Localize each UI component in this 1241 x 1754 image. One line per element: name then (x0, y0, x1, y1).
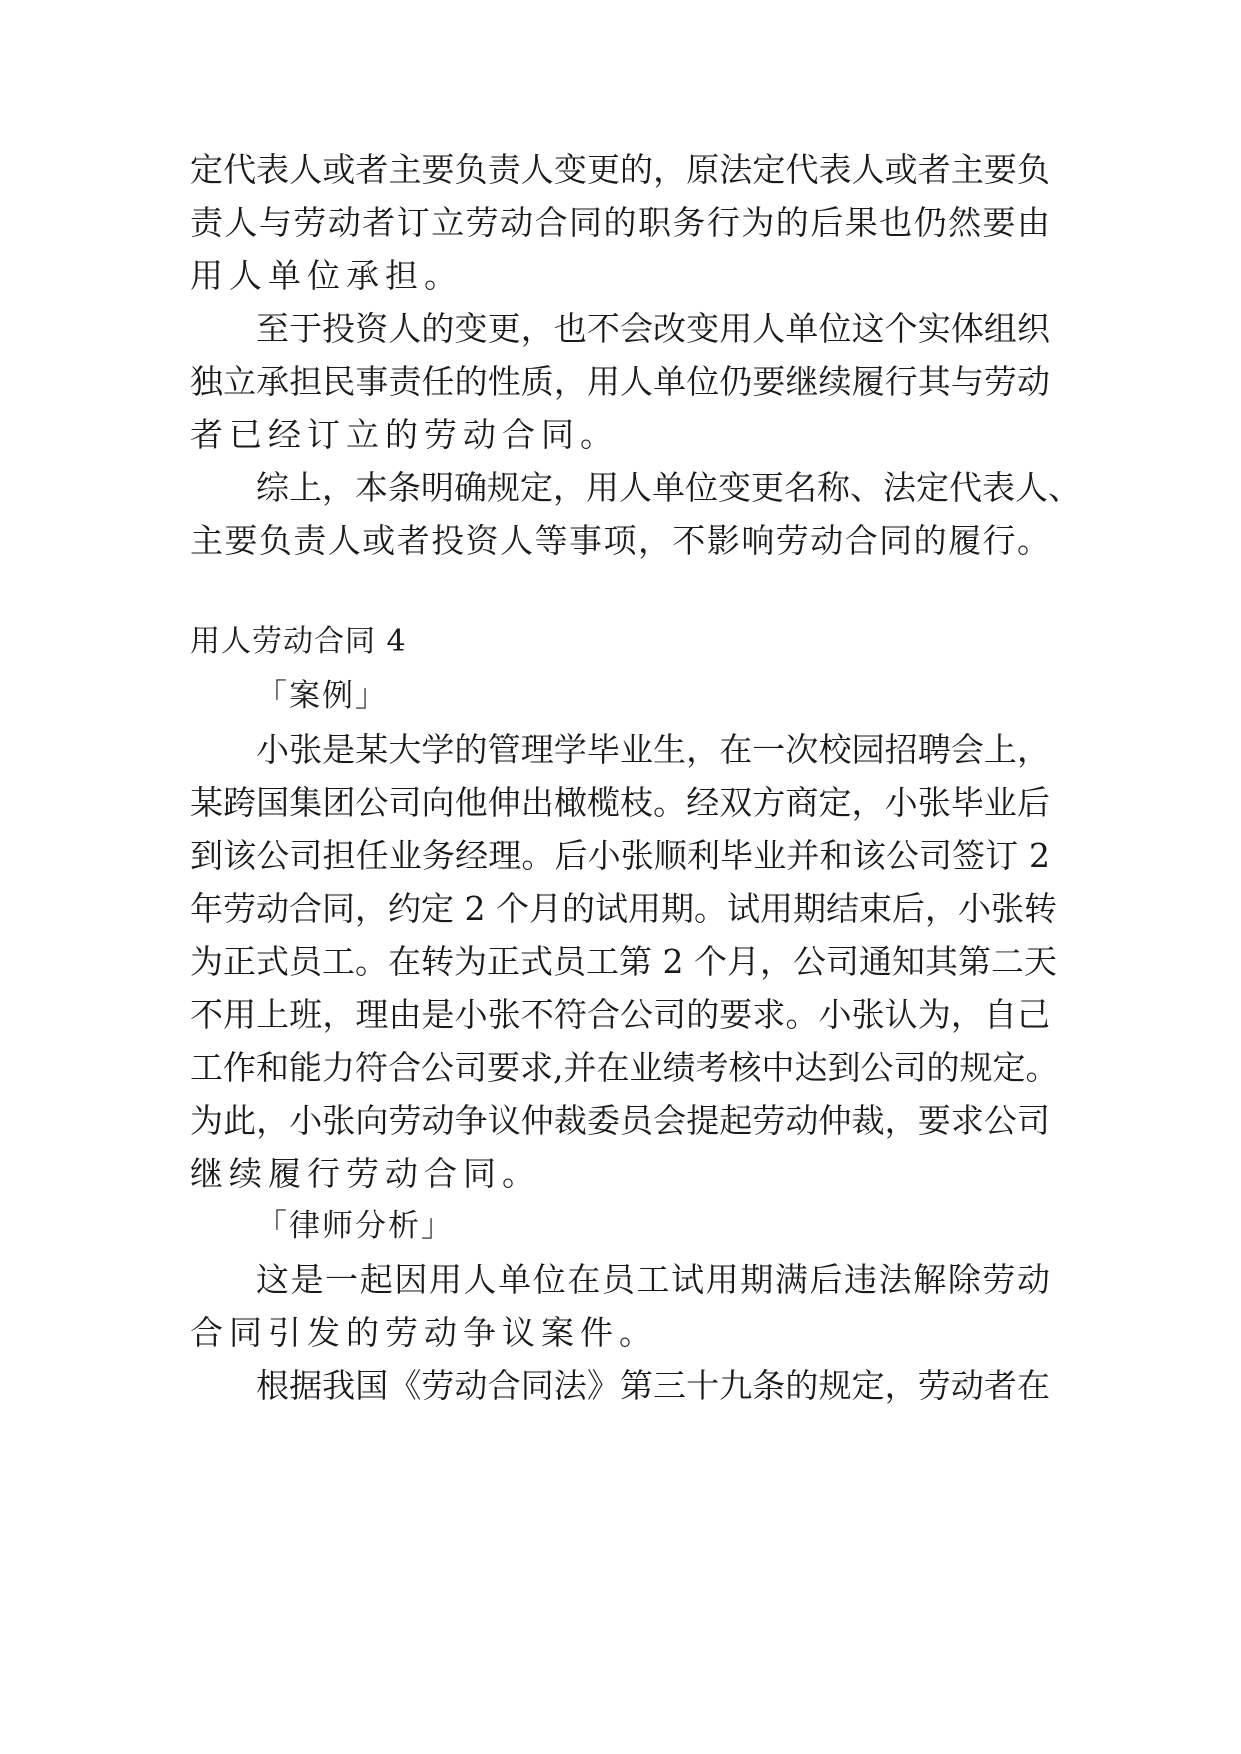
paragraph-2-line-3: 者已经订立的劳动合同。 (190, 415, 619, 454)
case-line-1: 小张是某大学的管理学毕业生，在一次校园招聘会上， (256, 730, 1050, 769)
case-line-6: 不用上班，理由是小张不符合公司的要求。小张认为，自己 (190, 995, 1050, 1034)
analysis-paragraph-2-line-1: 根据我国《劳动合同法》第三十九条的规定，劳动者在 (256, 1366, 1050, 1405)
paragraph-1-line-1: 定代表人或者主要负责人变更的，原法定代表人或者主要负 (190, 150, 1050, 189)
case-line-9: 继续履行劳动合同。 (190, 1154, 541, 1193)
paragraph-3-line-2: 主要负责人或者投资人等事项，不影响劳动合同的履行。 (190, 521, 1050, 560)
paragraph-3-line-1: 综上，本条明确规定，用人单位变更名称、法定代表人、 (256, 468, 1081, 507)
section-title: 用人劳动合同 4 (190, 624, 407, 659)
case-line-4: 年劳动合同，约定 2 个月的试用期。试用期结束后，小张转 (190, 889, 1057, 928)
paragraph-1-line-3: 用人单位承担。 (190, 256, 463, 295)
analysis-label: 「律师分析」 (256, 1208, 454, 1244)
paragraph-2-line-1: 至于投资人的变更，也不会改变用人单位这个实体组织 (256, 309, 1050, 348)
case-line-8: 为此，小张向劳动争议仲裁委员会提起劳动仲裁，要求公司 (190, 1101, 1050, 1140)
analysis-paragraph-1-line-2: 合同引发的劳动争议案件。 (190, 1313, 658, 1352)
case-line-3: 到该公司担任业务经理。后小张顺利毕业并和该公司签订 2 (190, 836, 1050, 875)
analysis-paragraph-1-line-1: 这是一起因用人单位在员工试用期满后违法解除劳动 (256, 1260, 1050, 1299)
case-line-2: 某跨国集团公司向他伸出橄榄枝。经双方商定，小张毕业后 (190, 783, 1050, 822)
case-label: 「案例」 (256, 678, 388, 714)
case-line-7: 工作和能力符合公司要求,并在业绩考核中达到公司的规定。 (190, 1048, 1059, 1087)
paragraph-2-line-2: 独立承担民事责任的性质，用人单位仍要继续履行其与劳动 (190, 362, 1050, 401)
paragraph-1-line-2: 责人与劳动者订立劳动合同的职务行为的后果也仍然要由 (190, 203, 1050, 242)
case-line-5: 为正式员工。在转为正式员工第 2 个月，公司通知其第二天 (190, 942, 1057, 981)
